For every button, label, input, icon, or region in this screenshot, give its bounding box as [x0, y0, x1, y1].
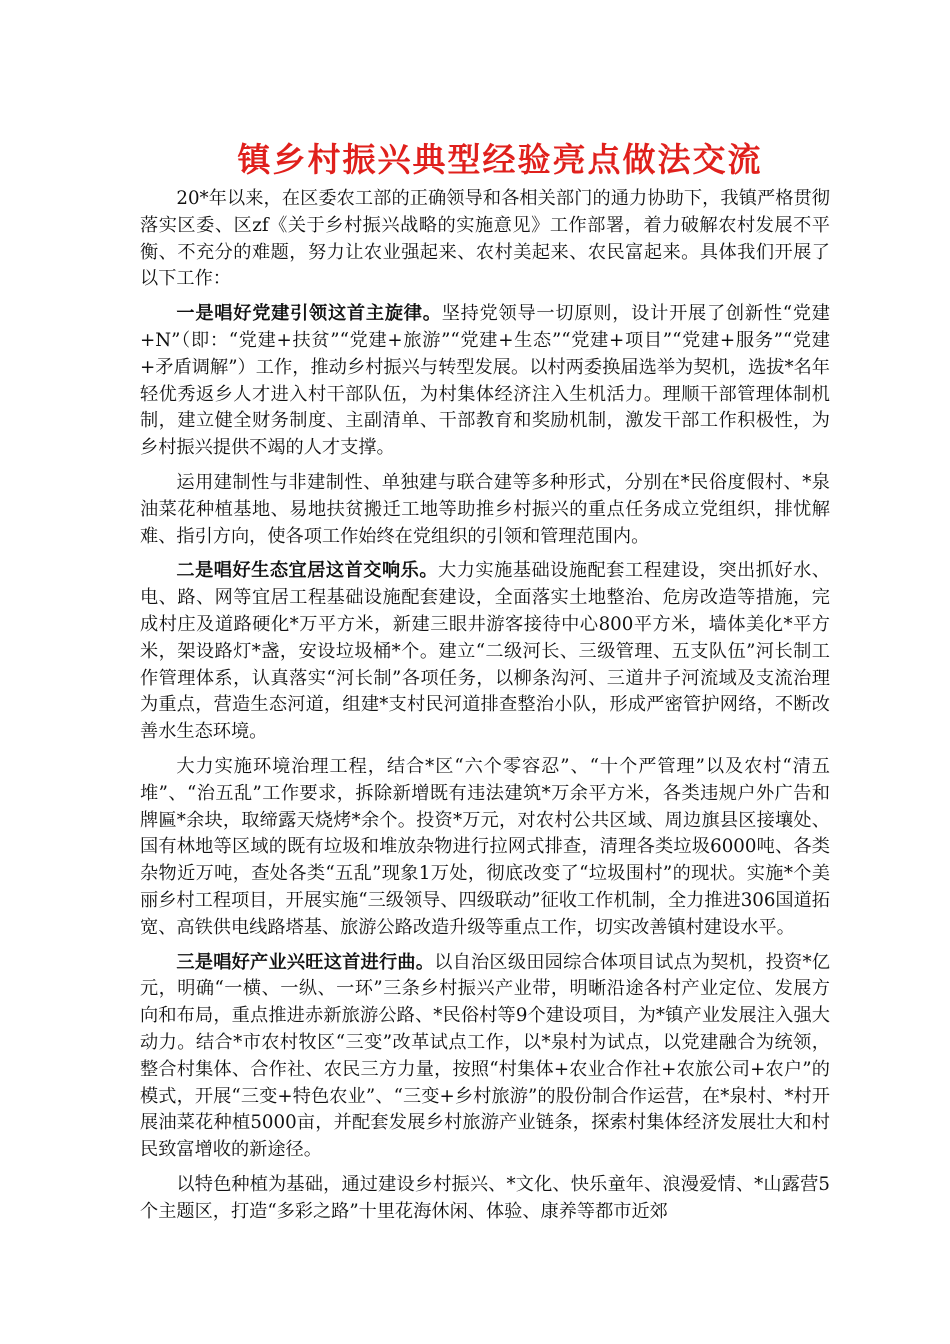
paragraph-lead: 三是唱好产业兴旺这首进行曲。	[176, 951, 435, 973]
paragraph-text: 以特色种植为基础，通过建设乡村振兴、*文化、快乐童年、浪漫爱情、*山露营5个主题区，打造“多彩之路”十里花海休闲、体验、康养等都市近郊	[140, 1173, 830, 1222]
paragraph-text: 以自治区级田园综合体项目试点为契机，投资*亿元，明确“一横、一纵、一环”三条乡村振兴产业带，明晰沿途各村产业定位、发展方向和布局，重点推进赤新旅游公路、*民俗村等9个建设项目，为*镇产业发展注入强大动力。结合*市农村牧区“三变”改革试点工作，以*泉村为试点，以党建融合为统领，整合村集体、合作社、农民三方力量，按照“村集体+农业合作社+农旅公司+农户”的模式，开展“三变+特色农业”、“三变+乡村旅游”的股份制合作运营，在*泉村、*村开展油菜花种植5000亩，并配套发展乡村旅游产业链条，探索村集体经济发展壮大和村民致富增收的新途径。	[140, 951, 830, 1161]
paragraph-environment	[140, 754, 830, 942]
paragraph-text: 20*年以来，在区委农工部的正确领导和各相关部门的通力协助下，我镇严格贯彻落实区委、区zf《关于乡村振兴战略的实施意见》工作部署，着力破解农村发展不平衡、不充分的难题，努力让农业强起来、农村美起来、农民富起来。具体我们开展了以下工作：	[140, 188, 830, 290]
paragraph-lead: 一是唱好党建引领这首主旋律。	[176, 303, 442, 325]
paragraph-intro	[140, 186, 830, 293]
paragraph-party-building	[140, 301, 830, 462]
paragraph-ecology	[140, 558, 830, 746]
paragraph-lead: 二是唱好生态宜居这首交响乐。	[176, 560, 439, 582]
paragraph-text: 大力实施环境治理工程，结合*区“六个零容忍”、“十个严管理”以及农村“清五堆”、“治五乱”工作要求，拆除新增既有违法建筑*万余平方米，各类违规户外广告和牌匾*余块，取缔露天烧烤*余个。投资*万元，对农村公共区域、周边旗县区接壤处、国有林地等区域的既有垃圾和堆放杂物进行拉网式排查，清理各类垃圾6000吨、各类杂物近万吨，查处各类“五乱”现象1万处，彻底改变了“垃圾围村”的现状。实施*个美丽乡村工程项目，开展实施“三级领导、四级联动”征收工作机制，全力推进306国道拓宽、高铁供电线路塔基、旅游公路改造升级等重点工作，切实改善镇村建设水平。	[140, 755, 830, 938]
paragraph-industry	[140, 950, 830, 1164]
document-title: 镇乡村振兴典型经验亮点做法交流	[237, 140, 763, 179]
paragraph-text: 大力实施基础设施配套工程建设，突出抓好水、电、路、网等宜居工程基础设施配套建设，全面落实土地整治、危房改造等措施，完成村庄及道路硬化*万平方米，新建三眼井游客接待中心800平方米，墙体美化*平方米，架设路灯*盏，安设垃圾桶*个。建立“二级河长、三级管理、五支队伍”河长制工作管理体系，认真落实“河长制”各项任务，以柳条沟河、三道井子河流域及支流治理为重点，营造生态河道，组建*支村民河道排查整治小队，形成严密管护网络，不断改善水生态环境。	[140, 560, 830, 743]
paragraph-planting	[140, 1172, 830, 1226]
paragraph-text: 运用建制性与非建制性、单独建与联合建等多种形式，分别在*民俗度假村、*泉油菜花种植基地、易地扶贫搬迁工地等助推乡村振兴的重点任务成立党组织，排忧解难、指引方向，使各项工作始终在党组织的引领和管理范围内。	[140, 471, 830, 547]
paragraph-party-organization	[140, 470, 830, 550]
paragraph-text: 坚持党领导一切原则，设计开展了创新性“党建+N”（即：“党建+扶贫”“党建+旅游”“党建+生态”“党建+项目”“党建+服务”“党建+矛盾调解”）工作，推动乡村振兴与转型发展。以村两委换届选举为契机，选拔*名年轻优秀返乡人才进入村干部队伍，为村集体经济注入生机活力。理顺干部管理体制机制，建立健全财务制度、主副清单、干部教育和奖励机制，激发干部工作积极性，为乡村振兴提供不竭的人才支撑。	[140, 303, 830, 459]
document-body	[140, 186, 830, 1233]
